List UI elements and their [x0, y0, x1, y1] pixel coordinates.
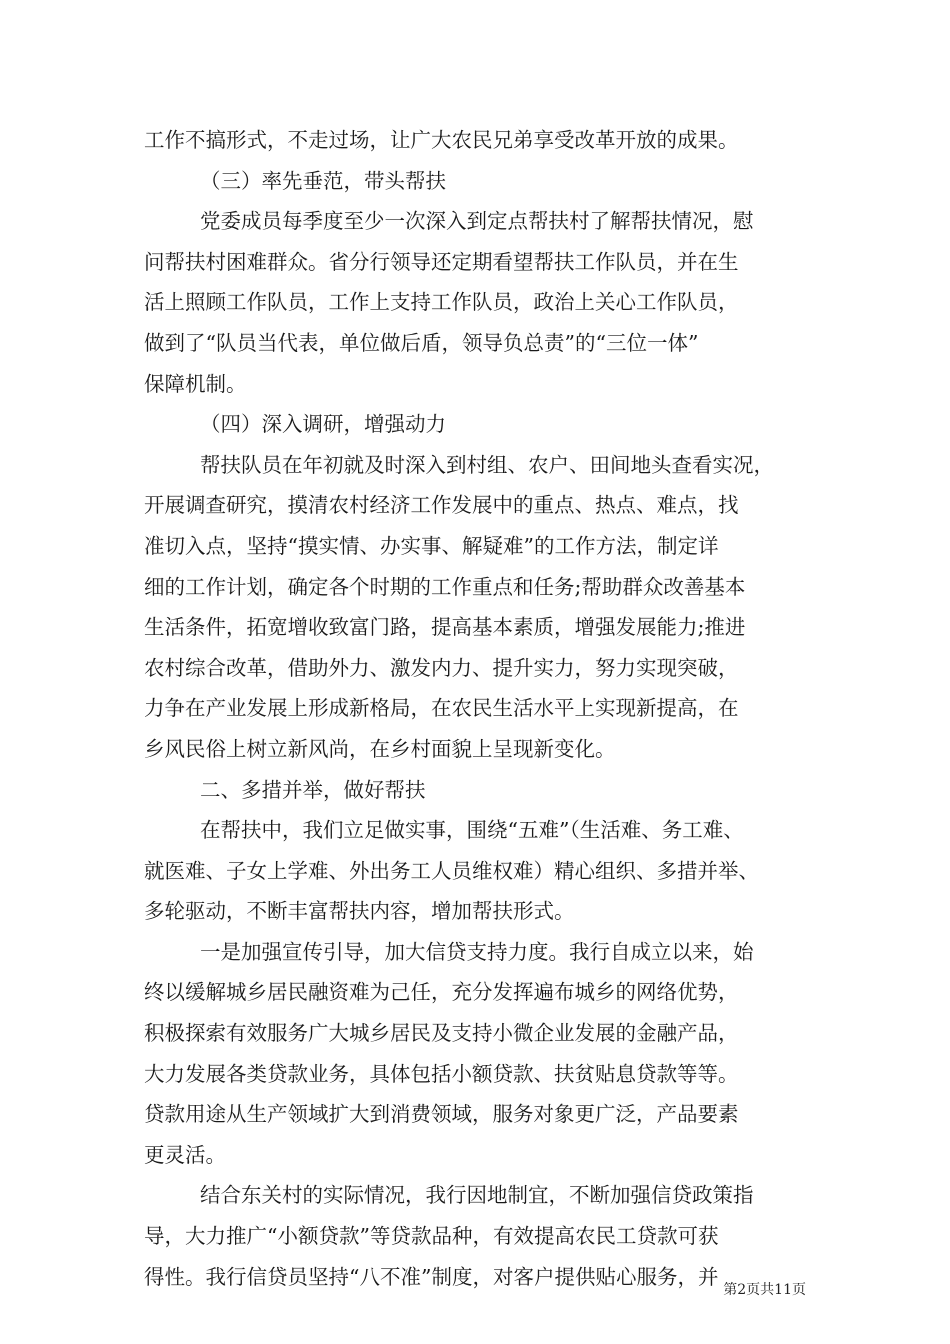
- body-line: 多轮驱动，不断丰富帮扶内容，增加帮扶形式。: [144, 899, 575, 924]
- body-line: 得性。我行信贷员坚持“八不准”制度，对客户提供贴心服务，并: [144, 1264, 719, 1289]
- body-line: 就医难、子女上学难、外出务工人员维权难）精心组织、多措并举、: [144, 858, 759, 883]
- body-line: 工作不搞形式，不走过场，让广大农民兄弟享受改革开放的成果。: [144, 128, 739, 152]
- body-line: 党委成员每季度至少一次深入到定点帮扶村了解帮扶情况，慰: [200, 209, 754, 234]
- body-line: 终以缓解城乡居民融资难为己任，充分发挥遍布城乡的网络优势，: [144, 980, 739, 1005]
- body-line: 帮扶队员在年初就及时深入到村组、农户、田间地头查看实况，: [200, 452, 774, 477]
- body-line: 问帮扶村困难群众。省分行领导还定期看望帮扶工作队员，并在生: [144, 249, 739, 274]
- body-line: 一是加强宣传引导，加大信贷支持力度。我行自成立以来，始: [200, 939, 754, 964]
- body-line: 准切入点，坚持“摸实情、办实事、解疑难”的工作方法，制定详: [144, 533, 719, 558]
- body-line: 细的工作计划，确定各个时期的工作重点和任务;帮助群众改善基本: [144, 574, 746, 599]
- body-line: 导，大力推广“小额贷款”等贷款品种，有效提高农民工贷款可获: [144, 1224, 719, 1249]
- section-heading: （三）率先垂范，带头帮扶: [200, 168, 446, 193]
- body-line: 活上照顾工作队员，工作上支持工作队员，政治上关心工作队员，: [144, 290, 739, 315]
- section-heading: 二、多措并举，做好帮扶: [200, 777, 426, 802]
- body-line: 大力发展各类贷款业务，具体包括小额贷款、扶贫贴息贷款等等。: [144, 1061, 739, 1086]
- section-heading: （四）深入调研，增强动力: [200, 412, 446, 437]
- body-line: 开展调查研究，摸清农村经济工作发展中的重点、热点、难点，找: [144, 493, 739, 518]
- document-body: [144, 120, 809, 1297]
- body-line: 更灵活。: [144, 1142, 226, 1167]
- body-line: 乡风民俗上树立新风尚，在乡村面貌上呈现新变化。: [144, 736, 616, 761]
- page-number: 第2页共11页: [723, 1282, 806, 1298]
- body-line: 在帮扶中，我们立足做实事，围绕“五难”（生活难、务工难、: [200, 818, 744, 843]
- body-line: 做到了“队员当代表，单位做后盾，领导负总责”的“三位一体”: [144, 330, 699, 355]
- body-line: 结合东关村的实际情况，我行因地制宜，不断加强信贷政策指: [200, 1183, 754, 1208]
- body-line: 农村综合改革，借助外力、激发内力、提升实力，努力实现突破，: [144, 655, 739, 680]
- body-line: 力争在产业发展上形成新格局，在农民生活水平上实现新提高，在: [144, 696, 739, 721]
- body-line: 贷款用途从生产领域扩大到消费领域，服务对象更广泛，产品要素: [144, 1102, 739, 1127]
- body-line: 积极探索有效服务广大城乡居民及支持小微企业发展的金融产品，: [144, 1021, 739, 1046]
- body-line: 生活条件，拓宽增收致富门路，提高基本素质，增强发展能力;推进: [144, 615, 746, 640]
- body-line: 保障机制。: [144, 371, 247, 396]
